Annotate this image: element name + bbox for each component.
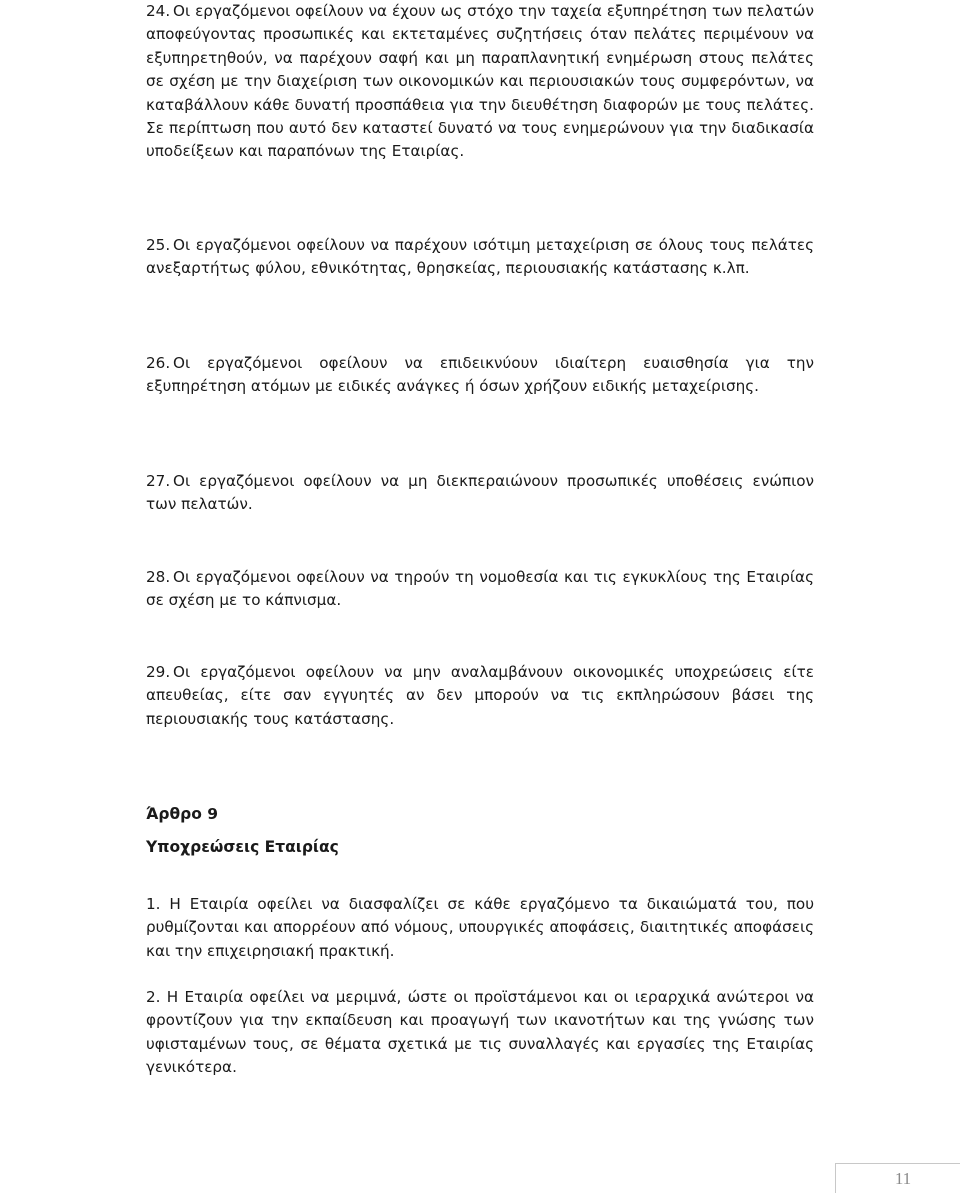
item-text: Οι εργαζόμενοι οφείλουν να μη διεκπεραιώνουν προσωπικές υποθέσεις ενώπιον των πελατών.: [146, 472, 814, 514]
item-text: Οι εργαζόμενοι οφείλουν να έχουν ως στόχο την ταχεία εξυπηρέτηση των πελατών αποφεύγοντας προσωπικές και εκτεταμένες συζητήσεις όταν πελάτες περιμένουν να εξυπηρετηθούν, να παρέχουν σαφή και μη παραπλανητική ενημέρωση στους πελάτες σε σχέση με την διαχείριση των οικονομικών και περιουσιακών τους συμφερόντων, να καταβάλλουν κάθε δυνατή προσπάθεια για την διευθέτηση διαφορών με τους πελάτες. Σε περίπτωση που αυτό δεν καταστεί δυνατό να τους ενημερώνουν για την διαδικασία υποδείξεων και παραπόνων της Εταιρίας.: [146, 2, 814, 161]
article-title: Υποχρεώσεις Εταιρίας: [146, 838, 339, 856]
paragraph-1: 1. Η Εταιρία οφείλει να διασφαλίζει σε κάθε εργαζόμενο τα δικαιώματά του, που ρυθμίζονται και απορρέουν από νόμους, υπουργικές αποφάσεις, διαιτητικές αποφάσεις και την επιχειρησιακή πρακτική.: [146, 895, 814, 960]
item-number: 24.: [146, 2, 171, 20]
item-number: 28.: [146, 568, 171, 586]
item-text: Οι εργαζόμενοι οφείλουν να επιδεικνύουν ιδιαίτερη ευαισθησία για την εξυπηρέτηση ατόμων με ειδικές ανάγκες ή όσων χρήζουν ειδικής μεταχείρισης.: [146, 354, 814, 396]
paragraph-2: 2. Η Εταιρία οφείλει να μεριμνά, ώστε οι προϊστάμενοι και οι ιεραρχικά ανώτεροι να φροντίζουν για την εκπαίδευση και προαγωγή των ικανοτήτων και της γνώσης των υφισταμένων τους, σε θέματα σχετικά με τις συναλλαγές και εργασίες της Εταιρίας γενικότερα.: [146, 988, 814, 1077]
list-item-28: [146, 566, 814, 613]
page-number-box: [835, 1163, 960, 1193]
item-number: 27.: [146, 472, 171, 490]
article-number: Άρθρο 9: [146, 805, 219, 823]
list-item-26: [146, 352, 814, 399]
item-text: Οι εργαζόμενοι οφείλουν να μην αναλαμβάνουν οικονομικές υποχρεώσεις είτε απευθείας, είτε σαν εγγυητές αν δεν μπορούν να τις εκπληρώσουν βάσει της περιουσιακής τους κατάστασης.: [146, 663, 814, 728]
list-item-24: [146, 0, 814, 164]
page-number: 11: [894, 1169, 912, 1188]
item-text: Οι εργαζόμενοι οφείλουν να παρέχουν ισότιμη μεταχείριση σε όλους τους πελάτες ανεξαρτήτως φύλου, εθνικότητας, θρησκείας, περιουσιακής κατάστασης κ.λπ.: [146, 236, 814, 278]
list-item-29: [146, 661, 814, 731]
list-item-25: [146, 234, 814, 281]
item-number: 25.: [146, 236, 171, 254]
list-item-27: [146, 470, 814, 517]
item-text: Οι εργαζόμενοι οφείλουν να τηρούν τη νομοθεσία και τις εγκυκλίους της Εταιρίας σε σχέση με το κάπνισμα.: [146, 568, 814, 610]
item-number: 29.: [146, 663, 171, 681]
item-number: 26.: [146, 354, 171, 372]
